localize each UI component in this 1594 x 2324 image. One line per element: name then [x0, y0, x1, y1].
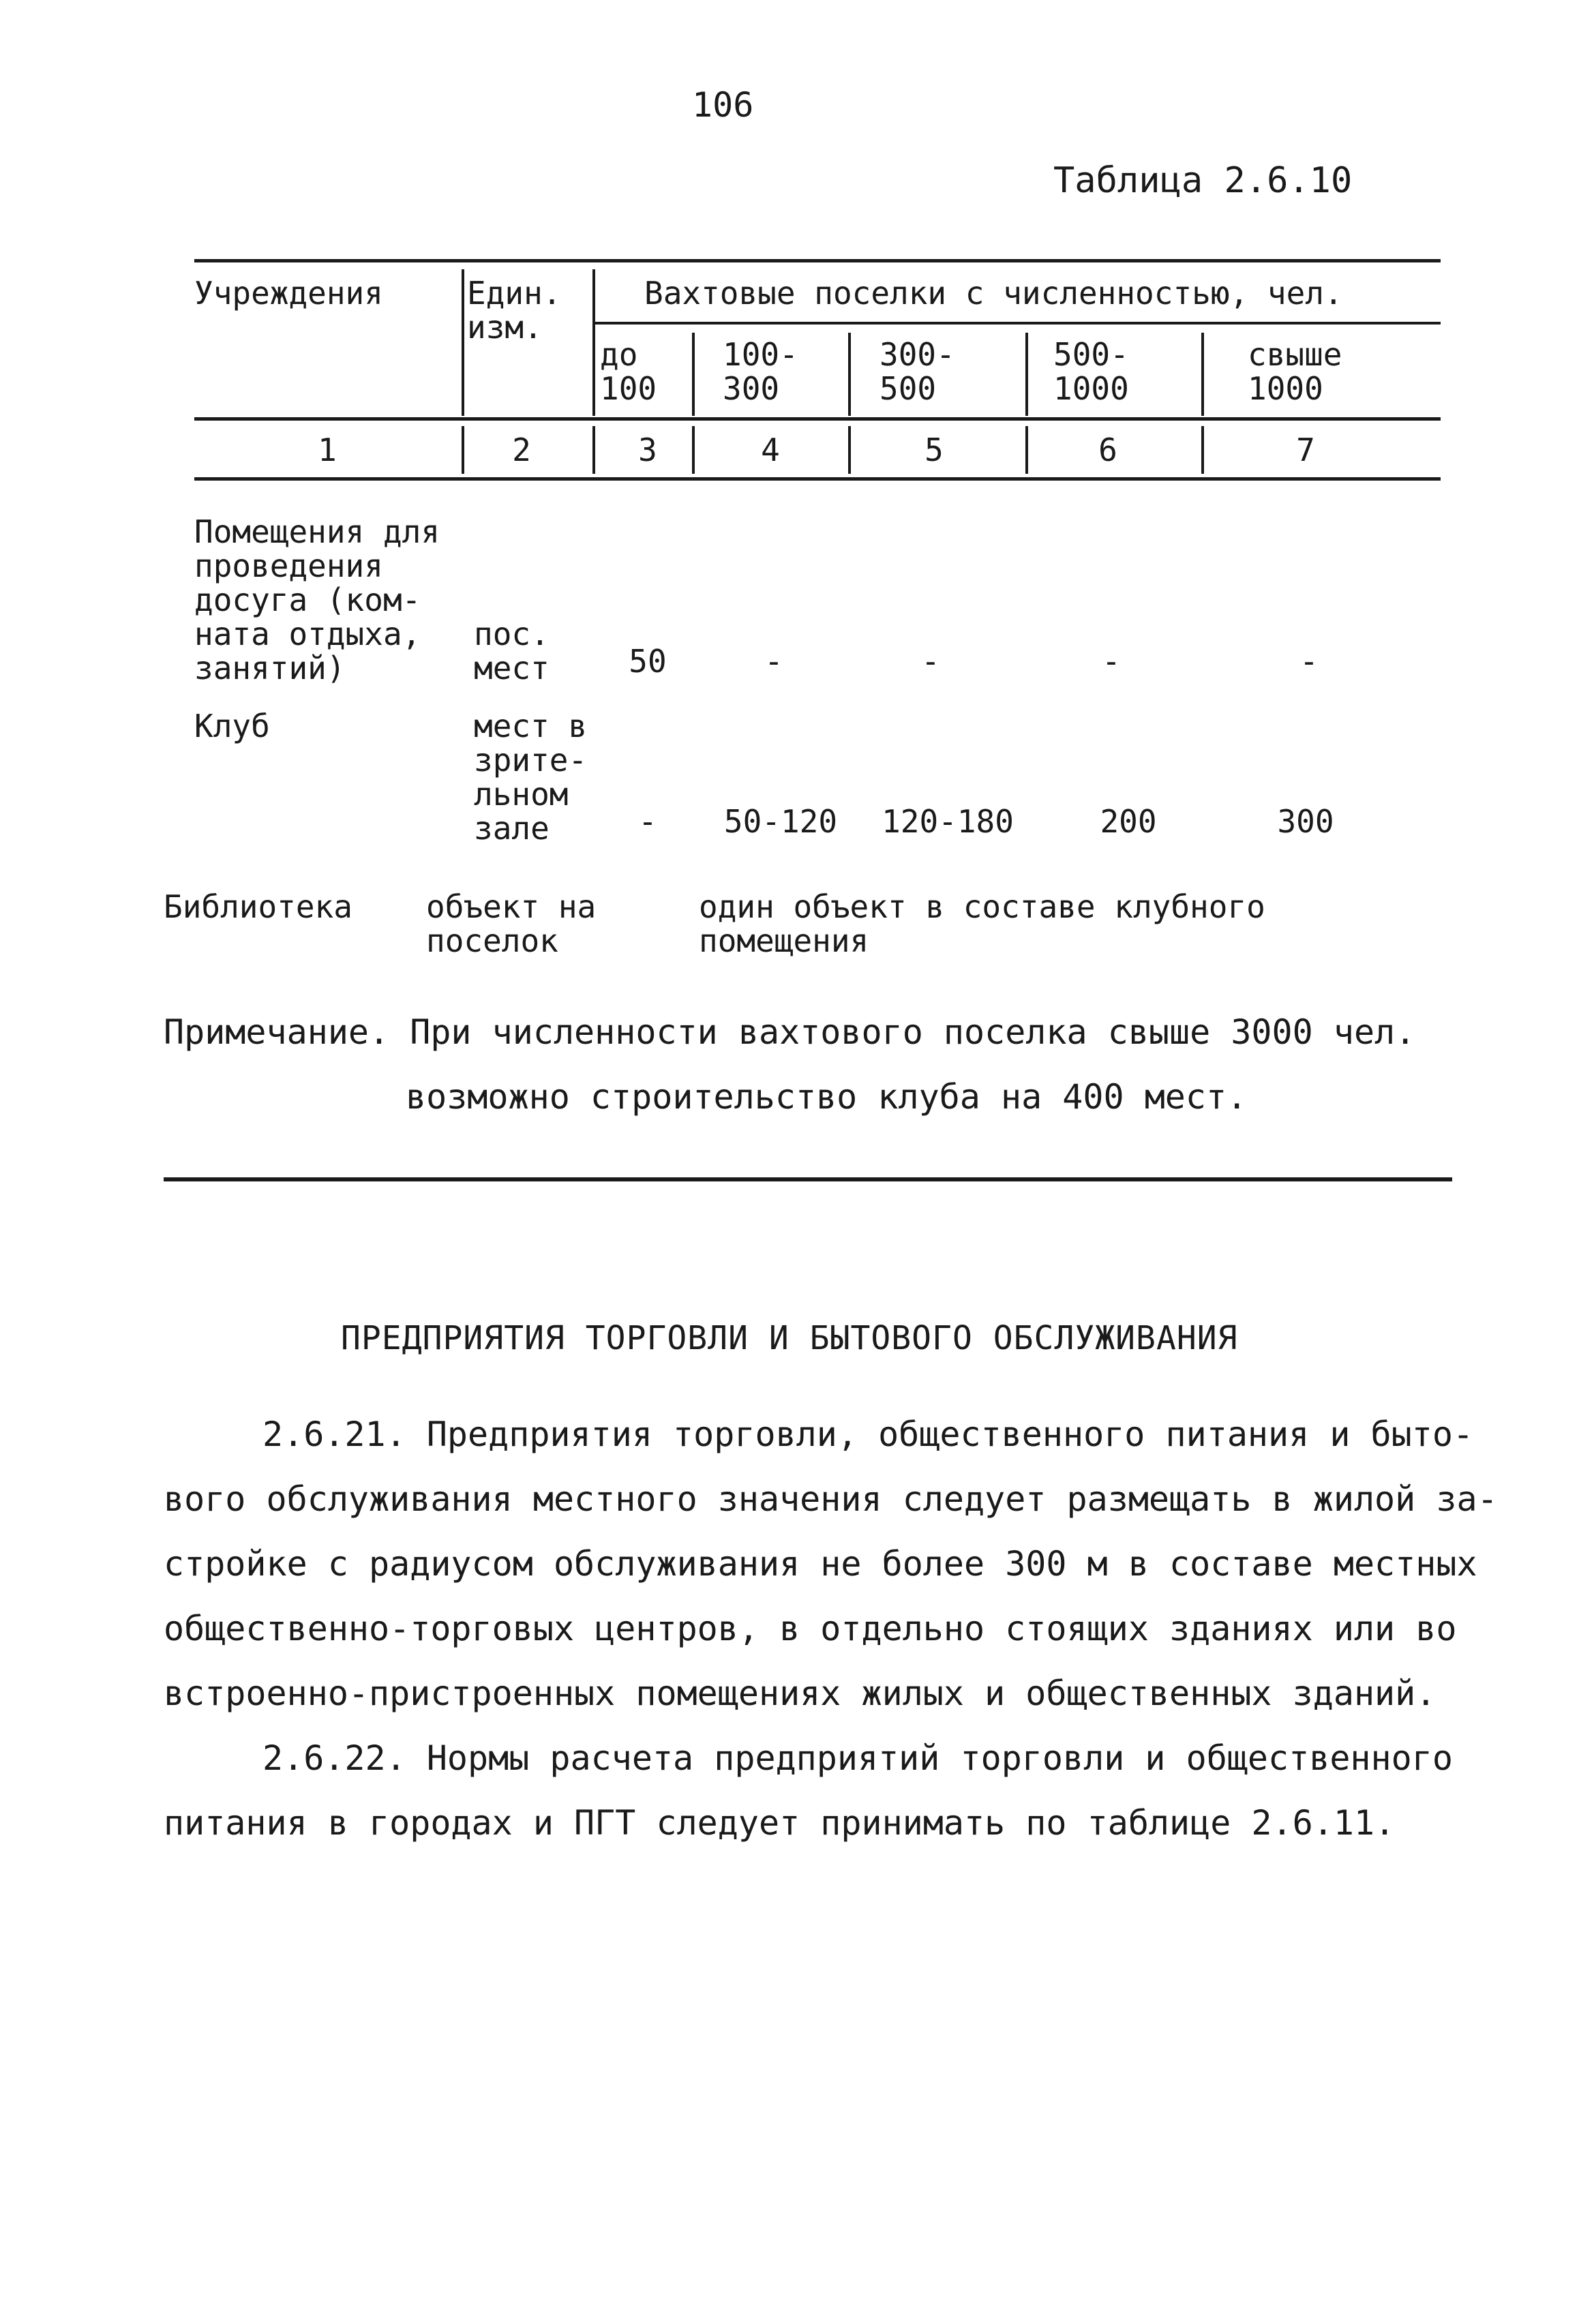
row-leisure-value: -: [1299, 643, 1319, 680]
num-divider-3: [692, 426, 695, 474]
row-club-value: 50-120: [723, 803, 838, 840]
row-leisure-name: Помещения для проведения досуга (ком- ната отдыха, занятий): [194, 513, 440, 686]
row-leisure-unit: пос. мест: [474, 616, 550, 686]
num-divider-6: [1201, 426, 1204, 474]
row-club-value: 120-180: [882, 803, 1014, 840]
row-library-name: Библиотека: [164, 888, 352, 925]
section-heading: ПРЕДПРИЯТИЯ ТОРГОВЛИ И БЫТОВОГО ОБСЛУЖИВАНИЯ: [341, 1319, 1238, 1357]
paragraph-line: 2.6.21. Предприятия торговли, общественного питания и быто-: [262, 1415, 1474, 1454]
header-unit: Един. изм.: [467, 275, 562, 346]
divider-col6: [1201, 333, 1204, 416]
table-title: Таблица 2.6.10: [1053, 160, 1353, 201]
divider-col1: [462, 269, 464, 416]
column-number: 6: [1098, 432, 1117, 468]
paragraph-line: стройке с радиусом обслуживания не более 300 м в составе местных: [164, 1544, 1477, 1584]
num-divider-4: [848, 426, 851, 474]
column-number: 4: [761, 432, 780, 468]
row-club-value: -: [638, 803, 657, 840]
table-top-rule: [194, 259, 1441, 262]
row-club-name: Клуб: [194, 708, 270, 744]
header-bottom-rule: [194, 417, 1441, 421]
row-leisure-value: 50: [629, 643, 667, 680]
paragraph-line: 2.6.22. Нормы расчета предприятий торговли и общественного: [262, 1738, 1453, 1778]
column-number: 2: [512, 432, 531, 468]
num-divider-5: [1025, 426, 1028, 474]
header-institution: Учреждения: [194, 275, 383, 312]
column-number: 1: [318, 432, 337, 468]
header-col7: свыше 1000: [1248, 336, 1342, 407]
divider-col4: [848, 333, 851, 416]
column-numbers-rule: [194, 477, 1441, 481]
header-group-rule: [593, 322, 1441, 325]
header-col3: до 100: [600, 336, 657, 407]
divider-col2: [592, 269, 595, 416]
divider-col5: [1025, 333, 1028, 416]
header-col5: 300- 500: [879, 336, 955, 407]
paragraph-line: питания в городах и ПГТ следует принимать по таблице 2.6.11.: [164, 1803, 1396, 1843]
section-separator: [164, 1177, 1452, 1181]
page-number: 106: [692, 85, 754, 125]
row-library-merged: один объект в составе клубного помещения: [699, 888, 1265, 959]
column-number: 7: [1296, 432, 1315, 468]
row-leisure-value: -: [1102, 643, 1121, 680]
column-number: 3: [638, 432, 657, 468]
row-leisure-value: -: [921, 643, 940, 680]
column-number: 5: [924, 432, 944, 468]
divider-col3: [692, 333, 695, 416]
header-group: Вахтовые поселки с численностью, чел.: [644, 275, 1343, 312]
row-club-value: 200: [1100, 803, 1157, 840]
header-col6: 500- 1000: [1053, 336, 1129, 407]
row-club-unit: мест в зрите- льном зале: [474, 708, 588, 847]
num-divider-1: [462, 426, 464, 474]
row-club-value: 300: [1277, 803, 1334, 840]
num-divider-2: [592, 426, 595, 474]
header-col4: 100- 300: [723, 336, 798, 407]
paragraph-line: встроенно-пристроенных помещениях жилых и общественных зданий.: [164, 1674, 1437, 1713]
note-line-2: возможно строительство клуба на 400 мест.: [406, 1077, 1248, 1117]
paragraph-line: общественно-торговых центров, в отдельно стоящих зданиях или во: [164, 1609, 1457, 1648]
row-library-unit: объект на поселок: [426, 888, 597, 959]
paragraph-line: вого обслуживания местного значения следует размещать в жилой за-: [164, 1479, 1498, 1519]
row-leisure-value: -: [764, 643, 783, 680]
note-line-1: Примечание. При численности вахтового поселка свыше 3000 чел.: [164, 1012, 1416, 1052]
